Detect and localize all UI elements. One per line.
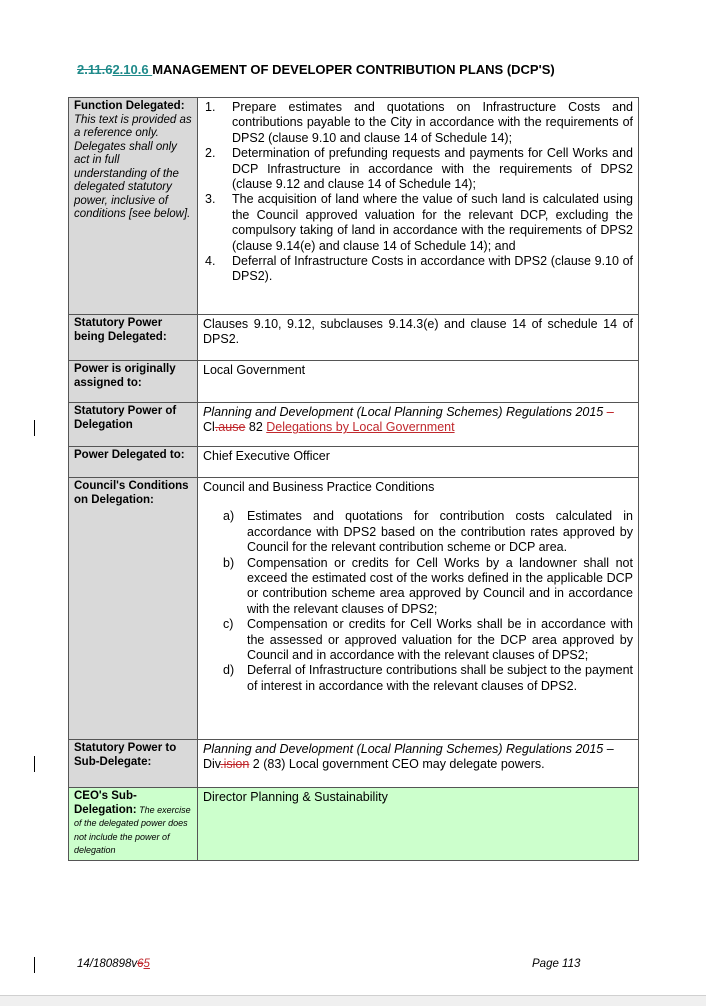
page-number: Page 113 [532,958,581,970]
list-item [203,509,633,555]
list-item [203,663,633,694]
label-power-of-delegation: Statutory Power of Delegation [69,403,198,447]
conditions-cell [198,478,639,740]
list-item [203,146,633,192]
list-letter: d) [223,663,235,678]
function-list [203,100,633,285]
row-conditions [69,478,639,740]
label-originally-assigned: Power is originally assigned to: [69,361,198,403]
list-item [203,100,633,146]
label-function-delegated: Function Delegated: [74,100,185,112]
list-text: Compensation or credits for Cell Works shall be in accordance with the assessed or approved valuation for the DCP area approved by Council and in accordance with the relevant clauses of DPS2; [247,617,633,663]
page-edge [0,995,706,1006]
section-heading [77,62,555,77]
list-text: Deferral of Infrastructure Costs in accordance with DPS2 (clause 9.10 of DPS2). [232,254,633,284]
list-text: Compensation or credits for Cell Works by a landowner shall not exceed the estimated cost of the works defined in the applicable DCP or contribution scheme area approved by Council and in accordance with the relevant clauses of DPS2; [247,555,633,616]
list-text: The acquisition of land where the value of such land is calculated using the Council approved valuation for the relevant DCP, excluding the compulsory taking of land in accordance with the requirements of DPS2 (clause 9.14(e) and clause 14 of Schedule 14); and [232,192,633,253]
list-number: 3. [205,192,216,207]
deleted-text: .ause [214,420,246,435]
list-text: Determination of prefunding requests and payments for Cell Works and DCP Infrastructure in accordance with the requirements of DPS2 (clause 9.12 and clause 14 of Schedule 14); [232,146,633,192]
section-title: MANAGEMENT OF DEVELOPER CONTRIBUTION PLANS (DCP'S) [152,62,555,77]
document-reference [77,958,150,970]
power-of-delegation-value [198,403,639,447]
list-letter: a) [223,509,235,524]
list-item [203,192,633,254]
list-number: 4. [205,254,216,269]
clause-prefix: Cl [203,420,215,435]
label-cell [69,98,198,315]
list-item [203,254,633,285]
label-ceo-sub-delegation: CEO's Sub-Delegation: [74,790,137,816]
clause-number: 82 [245,420,267,435]
deleted-version: 6 [137,958,144,970]
deleted-text: .ision [220,757,250,772]
list-item [203,556,633,618]
deleted-section-number: 2.11.6 [77,62,113,77]
list-text: Estimates and quotations for contribution costs calculated in accordance with DPS2 based on the contribution rates approved by Council for the relevant contribution scheme or DCP area. [247,509,633,555]
list-text: Deferral of Infrastructure contributions shall be subject to the payment of interest in accordance with the relevant clauses of DPS2. [247,663,633,693]
row-originally-assigned [69,361,639,403]
division-prefix: – Div [203,742,614,772]
change-bar [34,957,35,973]
delegation-table [68,97,639,861]
row-power-of-delegation [69,403,639,447]
row-statutory-power [69,315,639,361]
label-delegated-to: Power Delegated to: [69,447,198,478]
change-bar [34,756,35,772]
ceo-sub-value: Director Planning & Sustainability [198,788,639,861]
ceo-sub-note: The exercise of the delegated power does not include the power of delegation [74,804,191,855]
row-function-delegated [69,98,639,315]
inserted-section-number: 2.10.6 [112,62,153,77]
function-list-cell [198,98,639,315]
list-item [203,617,633,663]
inserted-version: 5 [143,958,150,970]
row-sub-delegate [69,740,639,788]
function-note: This text is provided as a reference only. Delegates shall only act in full understanding of the delegated statutory power, inclusive of conditions [see below]. [74,113,192,220]
regulations-title: Planning and Development (Local Planning Schemes) Regulations 2015 [203,742,604,756]
list-text: Prepare estimates and quotations on Infrastructure Costs and contributions payable to the City in accordance with the requirements of DPS2 (clause 9.10 and clause 14 of Schedule 14); [232,100,633,145]
regulations-title: Planning and Development (Local Planning Schemes) Regulations 2015 [203,405,604,419]
originally-assigned-value: Local Government [198,361,639,403]
label-sub-delegate: Statutory Power to Sub-Delegate: [69,740,198,788]
label-conditions: Council's Conditions on Delegation: [69,478,198,740]
list-number: 2. [205,146,216,161]
list-letter: c) [223,617,234,632]
change-bar [34,420,35,436]
label-statutory-power: Statutory Power being Delegated: [69,315,198,361]
list-letter: b) [223,555,235,570]
sub-delegate-value [198,740,639,788]
inserted-text: Delegations by Local Government [266,420,455,435]
row-delegated-to [69,447,639,478]
label-cell [69,788,198,861]
deleted-dash: – [606,405,614,419]
delegated-to-value: Chief Executive Officer [198,447,639,478]
list-number: 1. [205,100,216,114]
row-ceo-sub-delegation [69,788,639,861]
conditions-list [203,509,633,694]
division-text: 2 (83) Local government CEO may delegate powers. [249,757,545,772]
reference-prefix: 14/180898v [77,958,138,970]
statutory-power-value: Clauses 9.10, 9.12, subclauses 9.14.3(e) and clause 14 of schedule 14 of DPS2. [198,315,639,361]
conditions-intro: Council and Business Practice Conditions [203,480,435,494]
